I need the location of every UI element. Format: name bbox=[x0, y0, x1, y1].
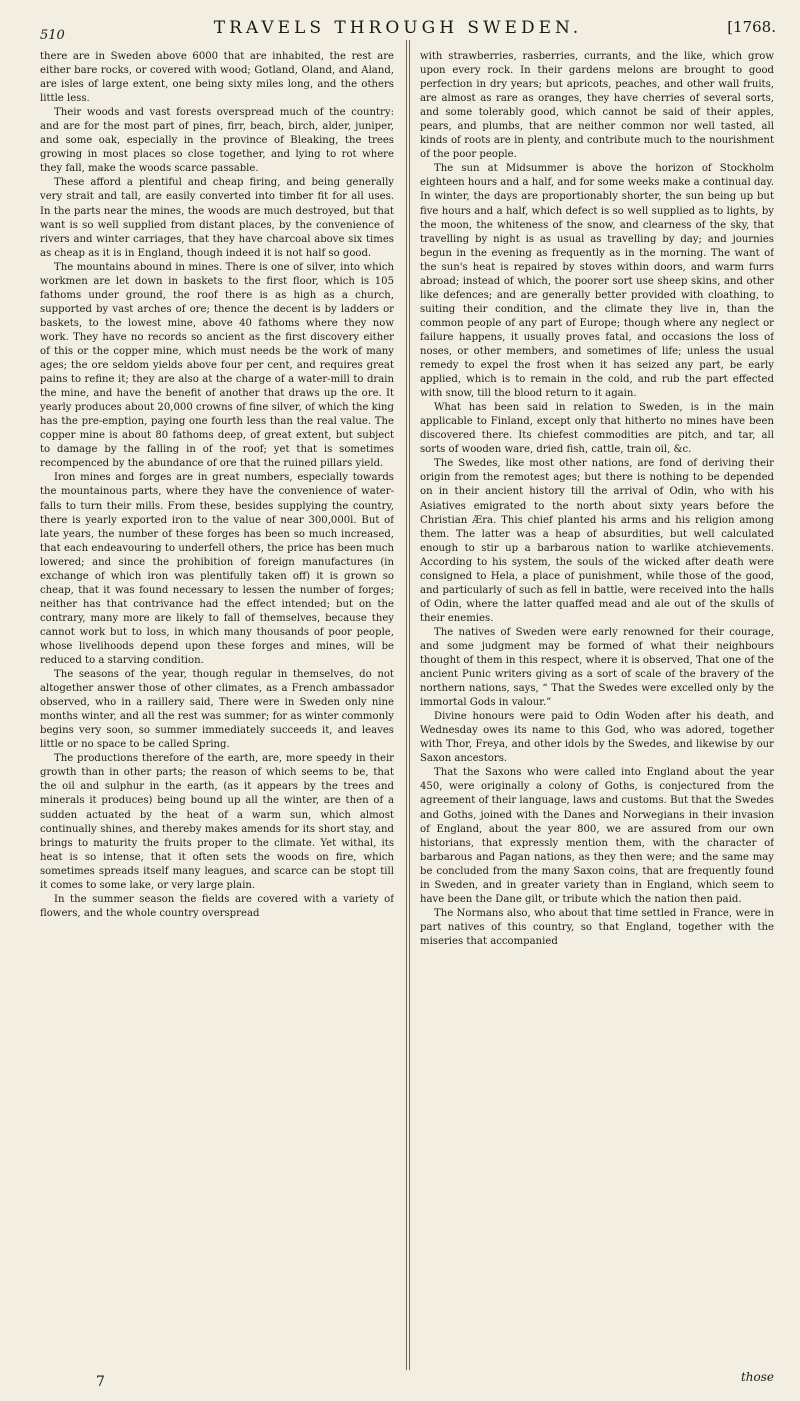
paragraph: The natives of Sweden were early renowned for their courage, and some judgment may be formed of what their neighbours thought of them in this respect, where it is observed, That one of the ancient Punic writers giving as a sort of scale of the bravery of the northern nations, says, “ That the Swedes were excelled only by the immortal Gods in valour.” bbox=[420, 626, 774, 709]
signature-mark: 7 bbox=[96, 1374, 105, 1390]
page-number: 510 bbox=[40, 28, 65, 43]
paragraph: The seasons of the year, though regular in themselves, do not altogether answer those of other climates, as a French ambassador observed, who in a raillery said, There were in Sweden only nine months winter, and all the rest was summer; for as winter commonly begins very soon, so summer immediately succeeds it, and leaves little or no space to be called Spring. bbox=[40, 669, 394, 751]
paragraph: That the Saxons who were called into England about the year 450, were originally a colony of Goths, is conjectured from the agreement of their language, laws and customs. But that the Swedes and Goths, joined with the Danes and Norwegians in their invasion of England, about the year 800, we are assured from our own historians, that expressly mention them, with the character of barbarous and Pagan nations, as they then were; and the same may be concluded from the many Saxon coins, that are frequently found in Sweden, and in greater variety than in England, which seem to have been the Dane gilt, or tribute which the nation then paid. bbox=[420, 767, 774, 905]
running-title: TRAVELS THROUGH SWEDEN. bbox=[213, 18, 583, 38]
paragraph: with strawberries, rasberries, currants, and the like, which grow upon every rock. In their gardens melons are brought to good perfection in dry years; but apricots, peaches, and other wall fruits, are almost as rare as oranges, they have cherries of several sorts, and some tolerably good, which cannot be said of their apples, pears, and plumbs, that are neither common nor well tasted, all kinds of roots are in plenty, and contribute much to the nourishment of the poor people. bbox=[420, 51, 774, 161]
column-divider bbox=[406, 40, 407, 1370]
paragraph: Iron mines and forges are in great numbers, especially towards the mountainous parts, where they have the convenience of water-falls to turn their mills. From these, besides supplying the country, there is yearly exported iron to the value of near 300,000l. But of late years, the number of these forges has been so much increased, that each endeavouring to underfell others, the price has been much lowered; and since the prohibition of foreign manufactures (in exchange of which iron was plentifully taken off) it is grown so cheap, that it was found necessary to lessen the number of forges; neither has that contrivance had the effect intended; but on the contrary, many more are likely to fall of themselves, because they cannot work but to loss, in which many thousands of poor people, whose livelihoods depend upon these forges and mines, will be reduced to a starving condition. bbox=[40, 472, 394, 667]
paragraph: The Swedes, like most other nations, are fond of deriving their origin from the remotest ages; but there is nothing to be depended on in their ancient history till the arrival of Odin, who with his Asiatives emigrated to the north about sixty years before the Christian Æra. This chief planted his arms and his religion among them. The latter was a heap of absurdities, but well calculated enough to stir up a barbarous nation to warlike atchievements. According to his system, the souls of the wicked after death were consigned to Hela, a place of punishment, while those of the good, and particularly of such as fell in battle, were received into the halls of Odin, where the latter quaffed mead and ale out of the skulls of their enemies. bbox=[420, 458, 774, 624]
paragraph: there are in Sweden above 6000 that are inhabited, the rest are either bare rocks, or covered with wood; Gotland, Oland, and Aland, are isles of large extent, one being sixty miles long, and the others little less. bbox=[40, 51, 394, 105]
paragraph: Their woods and vast forests overspread much of the country: and are for the most part of pines, firr, beach, birch, alder, juniper, and some oak, especially in the province of Bleaking, the trees growing in most places so close together, and lying to rot where they fall, make the woods scarce passable. bbox=[40, 107, 394, 175]
catchword: those bbox=[740, 1370, 774, 1384]
paragraph: The productions therefore of the earth, are, more speedy in their growth than in other parts; the reason of which seems to be, that the oil and sulphur in the earth, (as it appears by the trees and minerals it produces) being bound up all the winter, are then of a sudden actuated by the heat of a warm sun, which almost continually shines, and thereby makes amends for its short stay, and brings to maturity the fruits proper to the climate. Yet withal, its heat is so intense, that it often sets the woods on fire, which sometimes spreads itself many leagues, and scarce can be stopt till it comes to some lake, or very large plain. bbox=[40, 753, 394, 891]
paragraph: Divine honours were paid to Odin Woden after his death, and Wednesday owes its name to this God, who was adored, together with Thor, Freya, and other idols by the Swedes, and likewise by our Saxon ancestors. bbox=[420, 711, 774, 765]
column-divider bbox=[409, 40, 410, 1370]
paragraph: These afford a plentiful and cheap firing, and being generally very strait and tall, are easily converted into timber fit for all uses. In the parts near the mines, the woods are much destroyed, but that want is so well supplied from distant places, by the convenience of rivers and winter carriages, that they have charcoal above six times as cheap as it is in England, though indeed it is not half so good. bbox=[40, 177, 394, 259]
paragraph: The sun at Midsummer is above the horizon of Stockholm eighteen hours and a half, and for some weeks make a continual day. In winter, the days are proportionably shorter, the sun being up but five hours and a half, which defect is so well supplied as to lights, by the moon, the whiteness of the snow, and clearness of the sky, that travelling by night is as usual as travelling by day; and journies begun in the evening as frequently as in the morning. The want of the sun's heat is repaired by stoves within doors, and warm furrs abroad; instead of which, the poorer sort use sheep skins, and other like defences; and are generally better provided with cloathing, to suiting their condition, and the climate they live in, than the common people of any part of Europe; though where any neglect or failure happens, it usually proves fatal, and occasions the loss of noses, or other members, and sometimes of life; unless the usual remedy to expel the frost when it has seized any part, be early applied, which is to remain in the cold, and rub the part effected with snow, till the blood return to it again. bbox=[420, 163, 774, 400]
paragraph: In the summer season the fields are covered with a variety of flowers, and the whole country overspread bbox=[40, 893, 394, 919]
running-header bbox=[40, 10, 776, 46]
right-text-column bbox=[420, 50, 774, 1370]
header-year: [1768. bbox=[727, 18, 776, 36]
paragraph: The mountains abound in mines. There is one of silver, into which workmen are let down in baskets to the first floor, which is 105 fathoms under ground, the roof there is as high as a church, supported by vast arches of ore; thence the decent is by ladders or baskets, to the lowest mine, above 40 fathoms where they now work. They have no records so ancient as the first discovery either of this or the copper mine, which must needs be the work of many ages; the ore seldom yields above four per cent, and requires great pains to refine it; they are also at the charge of a water-mill to drain the mine, and have the benefit of another that draws up the ore. It yearly produces about 20,000 crowns of fine silver, of which the king has the pre-emption, paying one fourth less than the real value. The copper mine is about 80 fathoms deep, of great extent, but subject to damage by the falling in of the roof; yet that is sometimes recompenced by the abundance of ore that the ruined pillars yield. bbox=[40, 261, 394, 470]
left-text-column bbox=[40, 50, 394, 1370]
paragraph: The Normans also, who about that time settled in France, were in part natives of this country, so that England, together with the miseries that accompanied bbox=[420, 907, 774, 947]
paragraph: What has been said in relation to Sweden, is in the main applicable to Finland, except only that hitherto no mines have been discovered there. Its chiefest commodities are pitch, and tar, all sorts of wooden ware, dried fish, cattle, train oil, &c. bbox=[420, 402, 774, 456]
